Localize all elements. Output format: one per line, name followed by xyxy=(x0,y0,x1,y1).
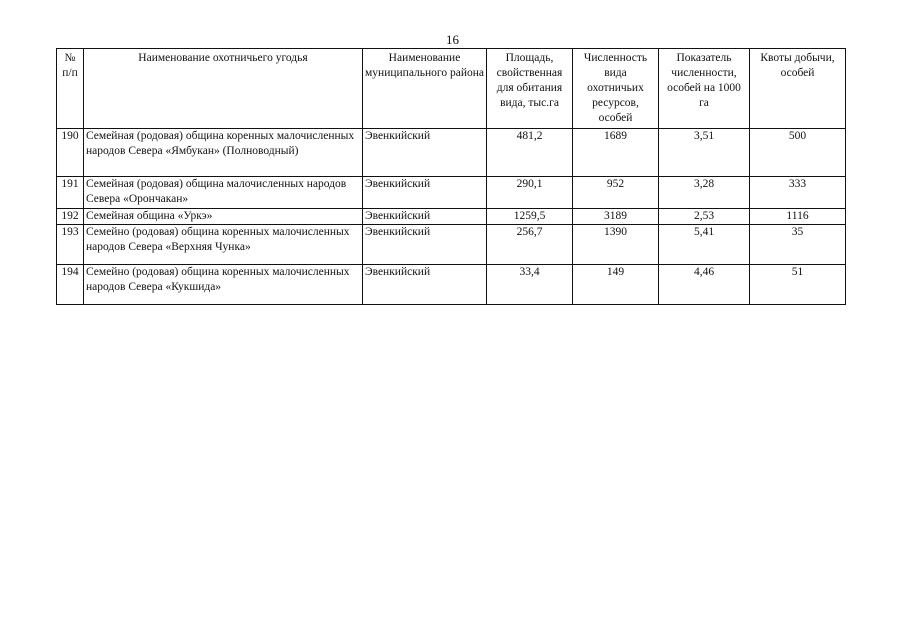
row-count: 1689 xyxy=(573,129,659,177)
row-num: 193 xyxy=(57,225,84,265)
row-count: 1390 xyxy=(573,225,659,265)
row-name: Семейная община «Уркэ» xyxy=(84,209,363,225)
row-name: Семейная (родовая) община коренных малочисленных народов Севера «Ямбукан» (Полноводный) xyxy=(84,129,363,177)
header-district: Наименование муниципального района xyxy=(363,49,487,129)
row-quota: 333 xyxy=(750,177,846,209)
table-row xyxy=(57,265,846,305)
row-district: Эвенкийский xyxy=(363,177,487,209)
row-quota: 1116 xyxy=(750,209,846,225)
page-number: 16 xyxy=(446,32,459,47)
header-name: Наименование охотничьего угодья xyxy=(84,49,363,129)
row-quota: 35 xyxy=(750,225,846,265)
row-index: 3,51 xyxy=(659,129,750,177)
row-index: 4,46 xyxy=(659,265,750,305)
row-index: 5,41 xyxy=(659,225,750,265)
row-district: Эвенкийский xyxy=(363,129,487,177)
row-num: 194 xyxy=(57,265,84,305)
row-num: 190 xyxy=(57,129,84,177)
header-num: № п/п xyxy=(57,49,84,129)
row-name: Семейно (родовая) община коренных малочисленных народов Севера «Кукшида» xyxy=(84,265,363,305)
row-district: Эвенкийский xyxy=(363,209,487,225)
table-row xyxy=(57,129,846,177)
row-district: Эвенкийский xyxy=(363,225,487,265)
row-index: 2,53 xyxy=(659,209,750,225)
header-quota: Квоты добычи, особей xyxy=(750,49,846,129)
header-index: Показатель численности, особей на 1000 га xyxy=(659,49,750,129)
row-quota: 500 xyxy=(750,129,846,177)
row-count: 149 xyxy=(573,265,659,305)
row-district: Эвенкийский xyxy=(363,265,487,305)
row-area: 33,4 xyxy=(487,265,573,305)
table-row xyxy=(57,209,846,225)
row-count: 3189 xyxy=(573,209,659,225)
row-name: Семейно (родовая) община коренных малочисленных народов Севера «Верхняя Чунка» xyxy=(84,225,363,265)
row-area: 256,7 xyxy=(487,225,573,265)
row-area: 481,2 xyxy=(487,129,573,177)
table-header-row xyxy=(57,49,846,129)
row-num: 191 xyxy=(57,177,84,209)
row-count: 952 xyxy=(573,177,659,209)
row-area: 1259,5 xyxy=(487,209,573,225)
header-area: Площадь, свойственная для обитания вида, тыс.га xyxy=(487,49,573,129)
header-count: Численность вида охотничьих ресурсов, особей xyxy=(573,49,659,129)
table-row xyxy=(57,177,846,209)
table-row xyxy=(57,225,846,265)
row-name: Семейная (родовая) община малочисленных народов Севера «Орончакан» xyxy=(84,177,363,209)
hunting-quota-table xyxy=(56,48,846,305)
row-num: 192 xyxy=(57,209,84,225)
row-index: 3,28 xyxy=(659,177,750,209)
row-area: 290,1 xyxy=(487,177,573,209)
row-quota: 51 xyxy=(750,265,846,305)
